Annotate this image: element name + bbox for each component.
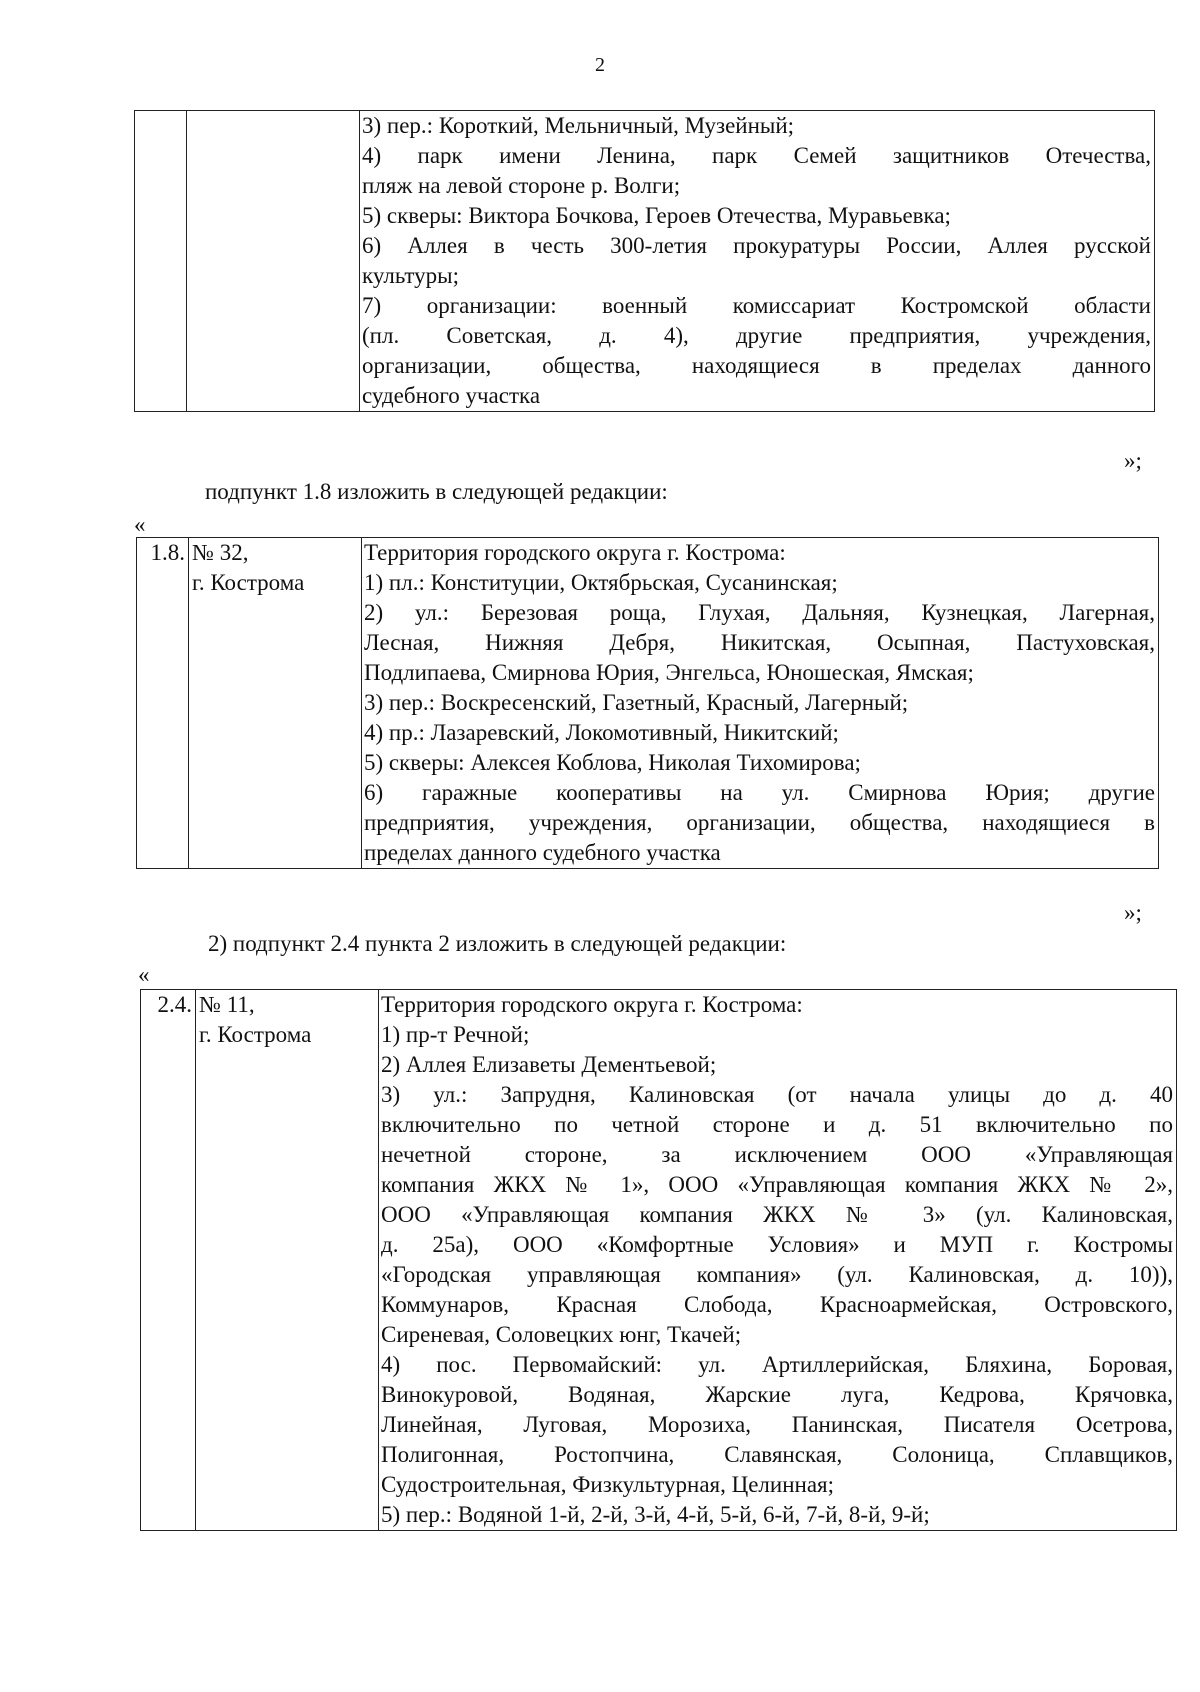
territory-line: ООО «Управляющая компания ЖКХ № 3» (ул. Калиновская,: [381, 1202, 1173, 1227]
territory-line: 4) парк имени Ленина, парк Семей защитников Отечества,: [362, 143, 1151, 168]
number-cell: [135, 111, 187, 412]
court-cell: [187, 111, 360, 412]
territory-cell: [362, 538, 1159, 869]
territory-line: 2) ул.: Березовая роща, Глухая, Дальняя, Кузнецкая, Лагерная,: [364, 600, 1155, 625]
table-row: [137, 538, 1159, 869]
court-city: г. Кострома: [192, 570, 305, 595]
number-cell: [137, 538, 189, 869]
territory-line: 3) пер.: Короткий, Мельничный, Музейный;: [362, 113, 795, 138]
closing-quote-mark: »;: [1124, 900, 1142, 925]
court-cell: [196, 990, 379, 1531]
territory-line: пляж на левой стороне р. Волги;: [362, 173, 681, 198]
instruction-text: подпункт 1.8 изложить в следующей редакции:: [205, 479, 668, 504]
table-continuation: [134, 110, 1155, 412]
instruction-text: 2) подпункт 2.4 пункта 2 изложить в следующей редакции:: [208, 931, 787, 956]
territory-line: 2) Аллея Елизаветы Дементьевой;: [381, 1052, 717, 1077]
territory-line: нечетной стороне, за исключением ООО «Управляющая: [381, 1142, 1173, 1167]
territory-line: компания ЖКХ № 1», ООО «Управляющая компания ЖКХ № 2»,: [381, 1172, 1173, 1197]
number-cell: [141, 990, 196, 1531]
court-cell: [189, 538, 362, 869]
territory-line: 6) гаражные кооперативы на ул. Смирнова Юрия; другие: [364, 780, 1155, 805]
opening-quote-mark: «: [138, 962, 150, 987]
territory-line: Полигонная, Ростопчина, Славянская, Солоница, Сплавщиков,: [381, 1442, 1173, 1467]
territory-line: 4) пос. Первомайский: ул. Артиллерийская, Бляхина, Боровая,: [381, 1352, 1173, 1377]
territory-line: 5) скверы: Алексея Коблова, Николая Тихомирова;: [364, 750, 861, 775]
item-number: 2.4.: [157, 992, 192, 1017]
court-city: г. Кострома: [199, 1022, 312, 1047]
territory-cell: [360, 111, 1155, 412]
territory-line: (пл. Советская, д. 4), другие предприятия, учреждения,: [362, 323, 1151, 348]
territory-line: Подлипаева, Смирнова Юрия, Энгельса, Юношеская, Ямская;: [364, 660, 974, 685]
territory-line: Линейная, Луговая, Морозиха, Панинская, Писателя Осетрова,: [381, 1412, 1173, 1437]
court-number: № 32,: [192, 540, 249, 565]
territory-line: Лесная, Нижняя Дебря, Никитская, Осыпная, Пастуховская,: [364, 630, 1155, 655]
territory-line: 7) организации: военный комиссариат Костромской области: [362, 293, 1151, 318]
table-subitem-2-4: [140, 989, 1177, 1531]
territory-line: 6) Аллея в честь 300-летия прокуратуры России, Аллея русской: [362, 233, 1151, 258]
page-number: 2: [595, 54, 605, 76]
territory-line: Судостроительная, Физкультурная, Целинная;: [381, 1472, 835, 1497]
closing-quote-mark: »;: [1124, 448, 1142, 473]
table-row: [141, 990, 1177, 1531]
territory-line: организации, общества, находящиеся в пределах данного: [362, 353, 1151, 378]
territory-line: 3) ул.: Запрудня, Калиновская (от начала улицы до д. 40: [381, 1082, 1173, 1107]
territory-line: 1) пл.: Конституции, Октябрьская, Сусанинская;: [364, 570, 838, 595]
territory-line: судебного участка: [362, 383, 541, 408]
item-number: 1.8.: [150, 540, 185, 565]
territory-line: включительно по четной стороне и д. 51 включительно по: [381, 1112, 1173, 1137]
territory-line: 5) пер.: Водяной 1-й, 2-й, 3-й, 4-й, 5-й, 6-й, 7-й, 8-й, 9-й;: [381, 1502, 930, 1527]
territory-line: д. 25а), ООО «Комфортные Условия» и МУП г. Костромы: [381, 1232, 1173, 1257]
territory-line: 5) скверы: Виктора Бочкова, Героев Отечества, Муравьевка;: [362, 203, 951, 228]
territory-line: Территория городского округа г. Кострома:: [381, 992, 803, 1017]
territory-line: предприятия, учреждения, организации, общества, находящиеся в: [364, 810, 1155, 835]
table-row: [135, 111, 1155, 412]
territory-cell: [379, 990, 1177, 1531]
territory-line: «Городская управляющая компания» (ул. Калиновская, д. 10)),: [381, 1262, 1173, 1287]
territory-line: 3) пер.: Воскресенский, Газетный, Красный, Лагерный;: [364, 690, 909, 715]
territory-line: 1) пр-т Речной;: [381, 1022, 530, 1047]
table-subitem-1-8: [136, 537, 1159, 869]
territory-line: 4) пр.: Лазаревский, Локомотивный, Никитский;: [364, 720, 839, 745]
territory-line: Коммунаров, Красная Слобода, Красноармейская, Островского,: [381, 1292, 1173, 1317]
territory-line: Сиреневая, Соловецких юнг, Ткачей;: [381, 1322, 742, 1347]
territory-line: Территория городского округа г. Кострома:: [364, 540, 786, 565]
court-number: № 11,: [199, 992, 255, 1017]
territory-line: пределах данного судебного участка: [364, 840, 721, 865]
territory-line: Винокуровой, Водяная, Жарские луга, Кедрова, Крячовка,: [381, 1382, 1173, 1407]
territory-line: культуры;: [362, 263, 460, 288]
opening-quote-mark: «: [134, 512, 146, 537]
